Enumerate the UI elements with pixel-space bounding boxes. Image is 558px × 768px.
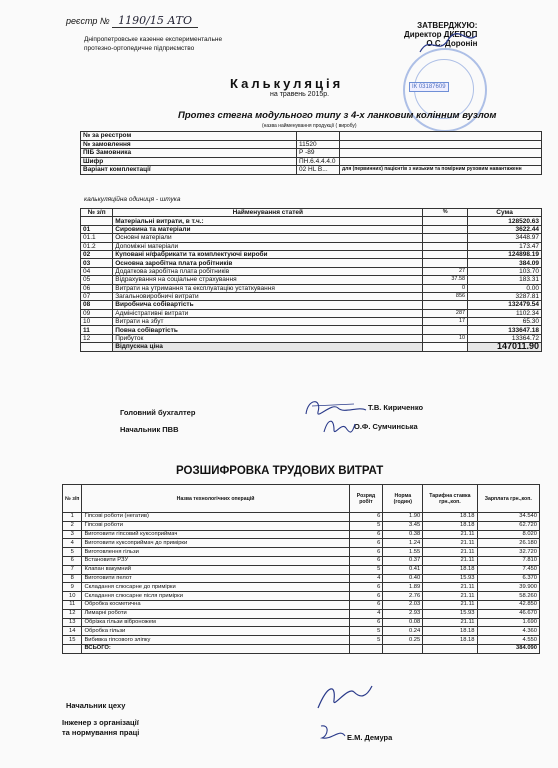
approve-role: Директор ДКЕПОП (404, 30, 478, 39)
labor-row (63, 548, 540, 557)
info-extra: для (первинних) пацієнтів з низьким та помірним руховим навантаженн (340, 166, 542, 175)
info-row (81, 132, 542, 141)
calc-pct: 17 (423, 318, 468, 326)
calc-pct: 856 (423, 292, 468, 300)
labor-op: Гіпсові роботи (негатив) (82, 513, 349, 522)
labor-rate: 18.18 (423, 521, 477, 530)
labor-n: 8 (63, 574, 82, 583)
labor-rank: 6 (349, 600, 383, 609)
calc-pct: 0 (423, 284, 468, 292)
labor-rank: 6 (349, 530, 383, 539)
document-title: Калькуляція (230, 76, 344, 91)
labor-salary: 46.670 (477, 609, 539, 618)
labor-norm: 2.76 (383, 592, 423, 601)
organization-name (84, 35, 222, 53)
seal-code: ІК 03187609 (409, 82, 449, 92)
calc-sum: 1102.34 (468, 309, 542, 317)
labor-total-row (63, 644, 540, 653)
info-value: 02 НL В... (297, 166, 340, 175)
labor-row (63, 565, 540, 574)
labor-rate: 21.11 (423, 539, 477, 548)
calc-n: 11 (81, 326, 113, 334)
labor-rate: 21.11 (423, 530, 477, 539)
labor-rank: 6 (349, 548, 383, 557)
labor-rank: 6 (349, 583, 383, 592)
labor-op: Обрізка гільзи віброножем (82, 618, 349, 627)
calc-n: 05 (81, 276, 113, 284)
info-value (297, 132, 340, 141)
labor-row (63, 556, 540, 565)
register-value: 1190/15 АТО (112, 14, 198, 28)
labor-norm: 0.25 (383, 636, 423, 645)
labor-n: 15 (63, 636, 82, 645)
labor-salary: 32.720 (477, 548, 539, 557)
calc-row (81, 318, 542, 326)
labor-rate: 18.18 (423, 627, 477, 636)
calc-sum: 132479.54 (468, 301, 542, 309)
labor-header-op: Назва технологічних операцій (82, 485, 349, 513)
quantity-note: калькуляційна одиниця - штука (84, 196, 181, 203)
labor-row (63, 574, 540, 583)
calc-n: 02 (81, 250, 113, 258)
labor-salary: 1.690 (477, 618, 539, 627)
calc-sum: 384.09 (468, 259, 542, 267)
labor-norm: 1.90 (383, 513, 423, 522)
engineer-line-2: та нормування праці (62, 728, 140, 737)
labor-n: 12 (63, 609, 82, 618)
calc-n: 03 (81, 259, 113, 267)
labor-salary: 62.720 (477, 521, 539, 530)
labor-norm: 1.55 (383, 548, 423, 557)
info-row (81, 166, 542, 175)
labor-rank: 5 (349, 565, 383, 574)
labor-row (63, 600, 540, 609)
labor-n: 6 (63, 556, 82, 565)
labor-total-label: ВСЬОГО: (82, 644, 349, 653)
calc-row (81, 284, 542, 292)
labor-rank: 6 (349, 618, 383, 627)
calc-sum: 3622.44 (468, 225, 542, 233)
calc-name: Адміністративні витрати (113, 309, 423, 317)
labor-salary: 58.260 (477, 592, 539, 601)
labor-total-rate (423, 644, 477, 653)
calc-n: 06 (81, 284, 113, 292)
labor-row (63, 583, 540, 592)
calc-header-name: Найменування статей (113, 209, 423, 217)
calc-row (81, 301, 542, 309)
labor-total-rank (349, 644, 383, 653)
labor-op: Виготовити гіпсовий куксоприймач (82, 530, 349, 539)
labor-rate: 21.11 (423, 548, 477, 557)
product-note: (назва найменування продукції ( виробу) (262, 123, 357, 129)
labor-header-norm: Норма (годин) (383, 485, 423, 513)
labor-salary: 42.850 (477, 600, 539, 609)
labor-salary: 26.180 (477, 539, 539, 548)
labor-salary: 7.450 (477, 565, 539, 574)
labor-rank: 6 (349, 592, 383, 601)
labor-header-salary: Зарплата грн.,коп. (477, 485, 539, 513)
calc-pct (423, 217, 468, 225)
labor-n: 2 (63, 521, 82, 530)
calc-name: Повна собівартість (113, 326, 423, 334)
labor-op: Складання слюсарне після примірки (82, 592, 349, 601)
labor-total-n (63, 644, 82, 653)
calc-row (81, 309, 542, 317)
engineer-label (62, 718, 139, 738)
labor-n: 9 (63, 583, 82, 592)
calc-n: 09 (81, 309, 113, 317)
calc-n: 01 (81, 225, 113, 233)
labor-op: Клапан вакумний (82, 565, 349, 574)
calc-pct (423, 301, 468, 309)
calc-sum: 173.47 (468, 242, 542, 250)
labor-row (63, 521, 540, 530)
labor-op: Обробка косметична (82, 600, 349, 609)
document-subtitle: на травень 2015р. (270, 91, 330, 98)
labor-norm: 0.24 (383, 627, 423, 636)
calc-n: 10 (81, 318, 113, 326)
labor-salary: 34.540 (477, 513, 539, 522)
calc-pct (423, 259, 468, 267)
info-label: № замовлення (81, 140, 297, 149)
labor-norm: 1.24 (383, 539, 423, 548)
director-signature (418, 30, 478, 58)
calc-n: 12 (81, 334, 113, 342)
labor-costs-table (62, 484, 540, 654)
info-label: Шифр (81, 157, 297, 166)
labor-op: Виготовити куксоприймач до примірки (82, 539, 349, 548)
calc-n: 01.1 (81, 234, 113, 242)
calc-pct (423, 242, 468, 250)
info-label: ПІБ Замовника (81, 149, 297, 158)
shop-head-signature (314, 680, 374, 714)
calc-row (81, 234, 542, 242)
labor-salary: 6.370 (477, 574, 539, 583)
calc-pct: 37.58 (423, 276, 468, 284)
approve-label: ЗАТВЕРДЖУЮ: (417, 21, 478, 30)
labor-rank: 6 (349, 556, 383, 565)
labor-rank: 4 (349, 609, 383, 618)
info-extra (340, 157, 542, 166)
labor-rate: 21.11 (423, 592, 477, 601)
calc-sum: 3287.81 (468, 292, 542, 300)
labor-norm: 0.41 (383, 565, 423, 574)
labor-rank: 6 (349, 513, 383, 522)
labor-rate: 15.93 (423, 609, 477, 618)
labor-op: Виготовити пелот (82, 574, 349, 583)
labor-rate: 21.11 (423, 600, 477, 609)
calc-name: Сировина та матеріали (113, 225, 423, 233)
engineer-name: Е.М. Демура (347, 733, 393, 742)
calc-name: Витрати на збут (113, 318, 423, 326)
labor-n: 11 (63, 600, 82, 609)
calc-sum: 65.30 (468, 318, 542, 326)
labor-salary: 4.550 (477, 636, 539, 645)
calc-sum: 0.00 (468, 284, 542, 292)
info-row (81, 140, 542, 149)
calc-name: Витрати на утримання та експлуатацію устаткування (113, 284, 423, 292)
accountant-name: Т.В. Кириченко (368, 403, 424, 412)
calc-row (81, 343, 542, 351)
engineer-signature (318, 722, 348, 744)
calc-sum: 103.70 (468, 267, 542, 275)
labor-n: 3 (63, 530, 82, 539)
calc-name: Допоміжні матеріали (113, 242, 423, 250)
calc-n (81, 217, 113, 225)
calc-pct (423, 225, 468, 233)
info-label: Варіант комплектації (81, 166, 297, 175)
info-value: 11520 (297, 140, 340, 149)
calc-name: Прибуток (113, 334, 423, 342)
labor-row (63, 618, 540, 627)
labor-rank: 4 (349, 574, 383, 583)
labor-rank: 5 (349, 521, 383, 530)
calc-header-n: № з/п (81, 209, 113, 217)
pvv-label: Начальник ПВВ (120, 425, 179, 434)
labor-op: Складання слюсарне до примірки (82, 583, 349, 592)
calc-sum: 133647.18 (468, 326, 542, 334)
labor-header-rank: Розряд робіт (349, 485, 383, 513)
shop-head-label: Начальник цеху (66, 701, 126, 710)
calc-row (81, 217, 542, 225)
calc-sum: 147011.90 (468, 343, 542, 351)
cost-calculation-table (80, 208, 542, 352)
calc-row (81, 276, 542, 284)
calc-header-sum: Сума (468, 209, 542, 217)
calc-n: 04 (81, 267, 113, 275)
calc-row (81, 225, 542, 233)
labor-row (63, 636, 540, 645)
info-extra (340, 132, 542, 141)
labor-n: 14 (63, 627, 82, 636)
calc-row (81, 326, 542, 334)
labor-norm: 1.89 (383, 583, 423, 592)
labor-rate: 18.18 (423, 565, 477, 574)
labor-op: Виготовлення гільзи (82, 548, 349, 557)
labor-op: Встановити РЗУ (82, 556, 349, 565)
engineer-line-1: Інженер з організації (62, 718, 139, 727)
labor-row (63, 609, 540, 618)
labor-norm: 0.37 (383, 556, 423, 565)
labor-table-title: РОЗШИФРОВКА ТРУДОВИХ ВИТРАТ (176, 465, 384, 477)
pvv-signature (322, 416, 356, 438)
labor-n: 10 (63, 592, 82, 601)
labor-row (63, 539, 540, 548)
product-name: Протез стегна модульного типу з 4-х ланковим колінним вузлом (178, 110, 497, 121)
org-line-2: протезно-ортопедичне підприємство (84, 45, 195, 52)
labor-norm: 0.08 (383, 618, 423, 627)
calc-row (81, 259, 542, 267)
pvv-name: О.Ф. Сумчинська (354, 422, 418, 431)
calc-name: Загальновиробничі витрати (113, 292, 423, 300)
labor-salary: 7.810 (477, 556, 539, 565)
info-row (81, 149, 542, 158)
calc-pct (423, 343, 468, 351)
calc-pct (423, 250, 468, 258)
labor-norm: 0.38 (383, 530, 423, 539)
org-line-1: Дніпропетровське казенне експериментальне (84, 36, 223, 43)
approve-name: О.С. Доронін (426, 39, 478, 48)
calc-pct: 10 (423, 334, 468, 342)
labor-row (63, 627, 540, 636)
calc-name: Відпускна ціна (113, 343, 423, 351)
labor-op: Обробка гільзи (82, 627, 349, 636)
calc-name: Основні матеріали (113, 234, 423, 242)
labor-rank: 6 (349, 539, 383, 548)
labor-norm: 2.93 (383, 609, 423, 618)
register-label: реєстр № (66, 16, 110, 26)
labor-op: Вибивка гіпсового зліпку (82, 636, 349, 645)
calc-n (81, 343, 113, 351)
labor-n: 5 (63, 548, 82, 557)
labor-norm: 3.45 (383, 521, 423, 530)
calc-name: Куповані н/фабрикати та комплектуючі вироби (113, 250, 423, 258)
register-number (66, 14, 198, 27)
labor-n: 4 (63, 539, 82, 548)
labor-header-n: № з/п (63, 485, 82, 513)
info-value: ПН.6.4.4.4.0 (297, 157, 340, 166)
order-info-table (80, 131, 542, 175)
info-label: № за реєстром (81, 132, 297, 141)
labor-op: Гіпсові роботи (82, 521, 349, 530)
labor-header-rate: Тарифна ставка грн.,коп. (423, 485, 477, 513)
labor-total-salary: 384.090 (477, 644, 539, 653)
calc-pct: 27 (423, 267, 468, 275)
labor-n: 7 (63, 565, 82, 574)
calc-n: 07 (81, 292, 113, 300)
calc-row (81, 250, 542, 258)
calc-sum: 13364.72 (468, 334, 542, 342)
labor-norm: 2.03 (383, 600, 423, 609)
calc-sum: 128520.63 (468, 217, 542, 225)
info-extra (340, 140, 542, 149)
calc-header-pct: % (423, 209, 468, 217)
labor-total-norm (383, 644, 423, 653)
labor-row (63, 530, 540, 539)
calc-name: Додаткова заробітна плата робітників (113, 267, 423, 275)
labor-rate: 21.11 (423, 618, 477, 627)
labor-rate: 21.11 (423, 556, 477, 565)
calc-sum: 124898.19 (468, 250, 542, 258)
calc-sum: 3448.97 (468, 234, 542, 242)
labor-n: 1 (63, 513, 82, 522)
info-value: Р -89 (297, 149, 340, 158)
labor-rate: 18.18 (423, 636, 477, 645)
labor-salary: 8.020 (477, 530, 539, 539)
labor-rank: 5 (349, 636, 383, 645)
labor-salary: 39.900 (477, 583, 539, 592)
calc-name: Відрахування на соціальне страхування (113, 276, 423, 284)
labor-rank: 5 (349, 627, 383, 636)
labor-rate: 15.93 (423, 574, 477, 583)
labor-n: 13 (63, 618, 82, 627)
calc-name: Матеріальні витрати, в т.ч.: (113, 217, 423, 225)
info-extra (340, 149, 542, 158)
calc-pct (423, 326, 468, 334)
calc-pct (423, 234, 468, 242)
labor-rate: 18.18 (423, 513, 477, 522)
labor-norm: 0.40 (383, 574, 423, 583)
labor-rate: 21.11 (423, 583, 477, 592)
labor-row (63, 592, 540, 601)
info-row (81, 157, 542, 166)
calc-n: 01.2 (81, 242, 113, 250)
labor-header-row (63, 485, 540, 513)
calc-n: 08 (81, 301, 113, 309)
calc-pct: 287 (423, 309, 468, 317)
labor-salary: 4.360 (477, 627, 539, 636)
calc-header-row (81, 209, 542, 217)
labor-op: Лимарні роботи (82, 609, 349, 618)
calc-sum: 183.31 (468, 276, 542, 284)
calc-row (81, 267, 542, 275)
calc-row (81, 334, 542, 342)
calc-row (81, 242, 542, 250)
calc-name: Виробнича собівартість (113, 301, 423, 309)
labor-row (63, 513, 540, 522)
accountant-label: Головний бухгалтер (120, 408, 196, 417)
calc-row (81, 292, 542, 300)
calc-name: Основна заробітна плата робітників (113, 259, 423, 267)
